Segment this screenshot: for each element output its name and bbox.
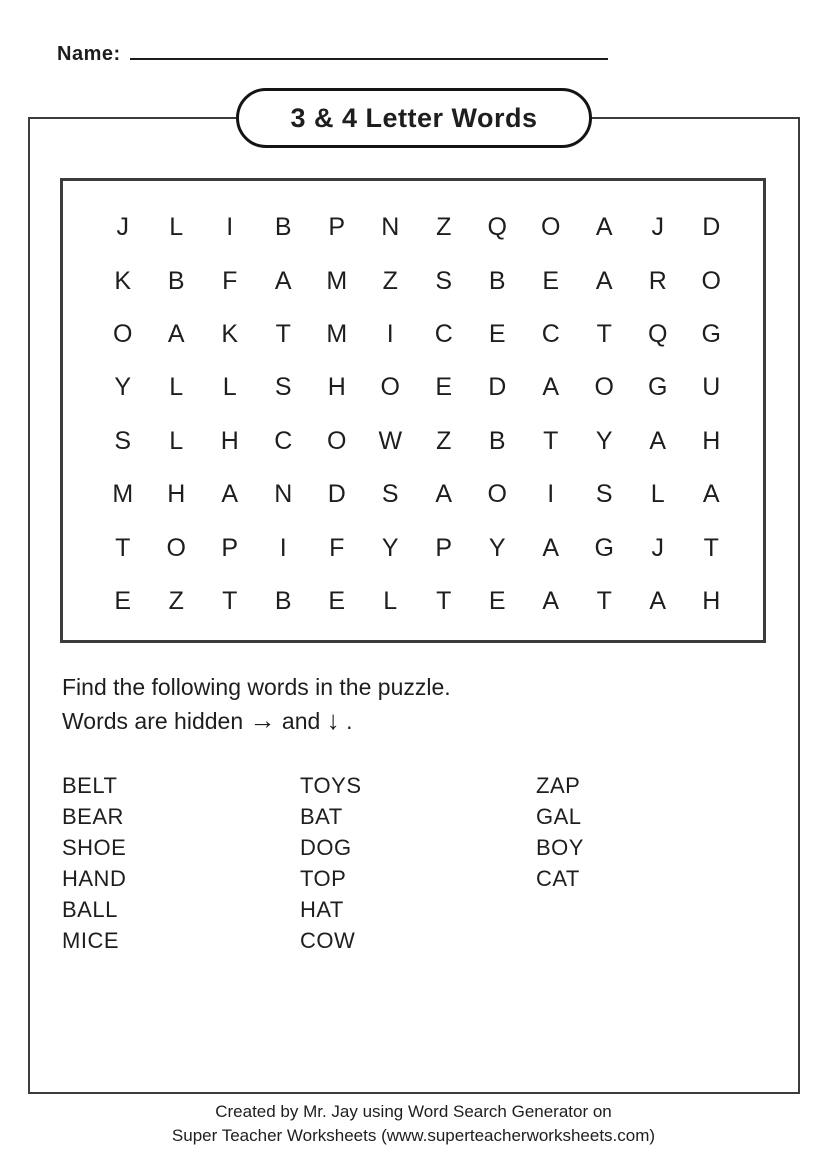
- grid-letter: C: [541, 319, 560, 348]
- grid-letter: A: [649, 426, 667, 455]
- grid-letter: A: [702, 480, 720, 509]
- word-list: [62, 770, 584, 956]
- instructions-line1: Find the following words in the puzzle.: [62, 674, 451, 700]
- grid-letter: Y: [381, 533, 399, 562]
- grid-letter: A: [595, 213, 613, 242]
- word-item: GAL: [536, 804, 582, 829]
- grid-letter: H: [220, 426, 239, 455]
- grid-letter: Q: [487, 213, 507, 242]
- word-item: SHOE: [62, 835, 127, 860]
- grid-letter: P: [328, 213, 346, 242]
- grid-letter: M: [326, 319, 348, 348]
- grid-letter: A: [595, 266, 613, 295]
- grid-letter: T: [703, 533, 719, 562]
- grid-letter: L: [650, 480, 665, 509]
- grid-letter: S: [114, 426, 132, 455]
- footer: [0, 1100, 827, 1148]
- grid-letter: M: [326, 266, 348, 295]
- grid-letter: T: [543, 426, 559, 455]
- instructions-period: .: [346, 708, 353, 734]
- grid-letter: H: [327, 373, 346, 402]
- word-item: HAND: [62, 866, 127, 891]
- grid-letter: F: [329, 533, 345, 562]
- grid-letter: D: [488, 373, 507, 402]
- grid-letter: T: [275, 319, 291, 348]
- word-item: BAT: [300, 804, 343, 829]
- word-item: ZAP: [536, 773, 581, 798]
- grid-letter: T: [115, 533, 131, 562]
- grid-letter: D: [702, 213, 721, 242]
- word-item: HAT: [300, 897, 344, 922]
- grid-letter: O: [327, 426, 347, 455]
- wordsearch-grid-box: [60, 178, 766, 643]
- grid-letter: E: [435, 373, 453, 402]
- grid-letter: Y: [595, 426, 613, 455]
- grid-letter: U: [702, 373, 721, 402]
- grid-letter: H: [702, 426, 721, 455]
- grid-letter: A: [542, 586, 560, 615]
- grid-letter: R: [648, 266, 667, 295]
- grid-letter: A: [274, 266, 292, 295]
- grid-letter: N: [381, 213, 400, 242]
- grid-letter: K: [221, 319, 239, 348]
- grid-letter: S: [274, 373, 292, 402]
- grid-letter: T: [596, 319, 612, 348]
- grid-letter: B: [274, 213, 292, 242]
- grid-letter: I: [279, 533, 287, 562]
- grid-letter: Q: [648, 319, 668, 348]
- grid-letter: O: [594, 373, 614, 402]
- right-arrow-icon: →: [249, 705, 276, 735]
- grid-letter: C: [434, 319, 453, 348]
- word-item: DOG: [300, 835, 352, 860]
- grid-letter: J: [651, 533, 664, 562]
- grid-letter: E: [542, 266, 560, 295]
- grid-letter: S: [595, 480, 613, 509]
- grid-letter: L: [169, 426, 184, 455]
- grid-letter: B: [488, 266, 506, 295]
- grid-letter: M: [112, 480, 134, 509]
- grid-letter: P: [435, 533, 453, 562]
- grid-letter: L: [222, 373, 237, 402]
- instructions-line2: [62, 704, 451, 738]
- grid-letter: E: [328, 586, 346, 615]
- grid-letter: L: [169, 213, 184, 242]
- grid-letter: Z: [436, 426, 452, 455]
- grid-letter: L: [383, 586, 398, 615]
- grid-letter: T: [596, 586, 612, 615]
- word-item: CAT: [536, 866, 580, 891]
- grid-letter: J: [116, 213, 129, 242]
- grid-letter: J: [651, 213, 664, 242]
- name-row: [57, 40, 608, 66]
- word-list-column: [62, 770, 300, 956]
- wordsearch-grid: [63, 181, 763, 628]
- word-item: BOY: [536, 835, 584, 860]
- grid-letter: A: [435, 480, 453, 509]
- grid-letter: Z: [382, 266, 398, 295]
- grid-letter: A: [542, 373, 560, 402]
- worksheet-frame: [28, 102, 800, 1094]
- grid-letter: A: [542, 533, 560, 562]
- word-list-column: [300, 770, 536, 956]
- word-item: MICE: [62, 928, 119, 953]
- grid-letter: O: [380, 373, 400, 402]
- grid-letter: A: [167, 319, 185, 348]
- grid-letter: B: [488, 426, 506, 455]
- grid-letter: D: [327, 480, 346, 509]
- grid-letter: N: [274, 480, 293, 509]
- grid-letter: L: [169, 373, 184, 402]
- instructions-line2-prefix: Words are hidden: [62, 708, 244, 734]
- grid-letter: A: [649, 586, 667, 615]
- grid-letter: P: [221, 533, 239, 562]
- grid-letter: I: [226, 213, 234, 242]
- grid-letter: K: [114, 266, 132, 295]
- grid-letter: H: [702, 586, 721, 615]
- grid-letter: C: [274, 426, 293, 455]
- puzzle-title: 3 & 4 Letter Words: [290, 102, 538, 133]
- grid-letter: Y: [488, 533, 506, 562]
- grid-letter: I: [386, 319, 394, 348]
- word-item: BALL: [62, 897, 118, 922]
- grid-letter: B: [167, 266, 185, 295]
- grid-letter: S: [435, 266, 453, 295]
- word-item: TOP: [300, 866, 347, 891]
- grid-letter: E: [114, 586, 132, 615]
- grid-letter: S: [381, 480, 399, 509]
- grid-letter: Z: [168, 586, 184, 615]
- grid-letter: W: [378, 426, 403, 455]
- grid-letter: O: [113, 319, 133, 348]
- grid-letter: E: [488, 319, 506, 348]
- grid-letter: T: [222, 586, 238, 615]
- footer-line1: Created by Mr. Jay using Word Search Generator on: [215, 1102, 612, 1121]
- grid-letter: O: [166, 533, 186, 562]
- grid-letter: T: [436, 586, 452, 615]
- word-item: BELT: [62, 773, 118, 798]
- puzzle-title-badge: [236, 88, 592, 148]
- word-item: BEAR: [62, 804, 124, 829]
- grid-letter: E: [488, 586, 506, 615]
- instructions-and-text: and: [281, 708, 321, 734]
- word-list-column: [536, 770, 584, 956]
- footer-line2: Super Teacher Worksheets (www.superteacherworksheets.com): [171, 1126, 656, 1145]
- word-item: TOYS: [300, 773, 362, 798]
- grid-letter: H: [167, 480, 186, 509]
- grid-letter: B: [274, 586, 292, 615]
- grid-letter: O: [487, 480, 507, 509]
- grid-letter: G: [648, 373, 668, 402]
- down-arrow-icon: ↓: [326, 705, 340, 735]
- word-item: COW: [300, 928, 356, 953]
- name-label: Name:: [57, 43, 121, 65]
- grid-letter: G: [701, 319, 721, 348]
- grid-letter: O: [701, 266, 721, 295]
- grid-letter: Z: [436, 213, 452, 242]
- grid-letter: G: [594, 533, 614, 562]
- name-blank-line: [130, 40, 608, 60]
- grid-letter: F: [222, 266, 238, 295]
- grid-letter: A: [221, 480, 239, 509]
- instructions: [62, 671, 451, 738]
- grid-letter: I: [547, 480, 555, 509]
- grid-letter: O: [541, 213, 561, 242]
- grid-letter: Y: [114, 373, 132, 402]
